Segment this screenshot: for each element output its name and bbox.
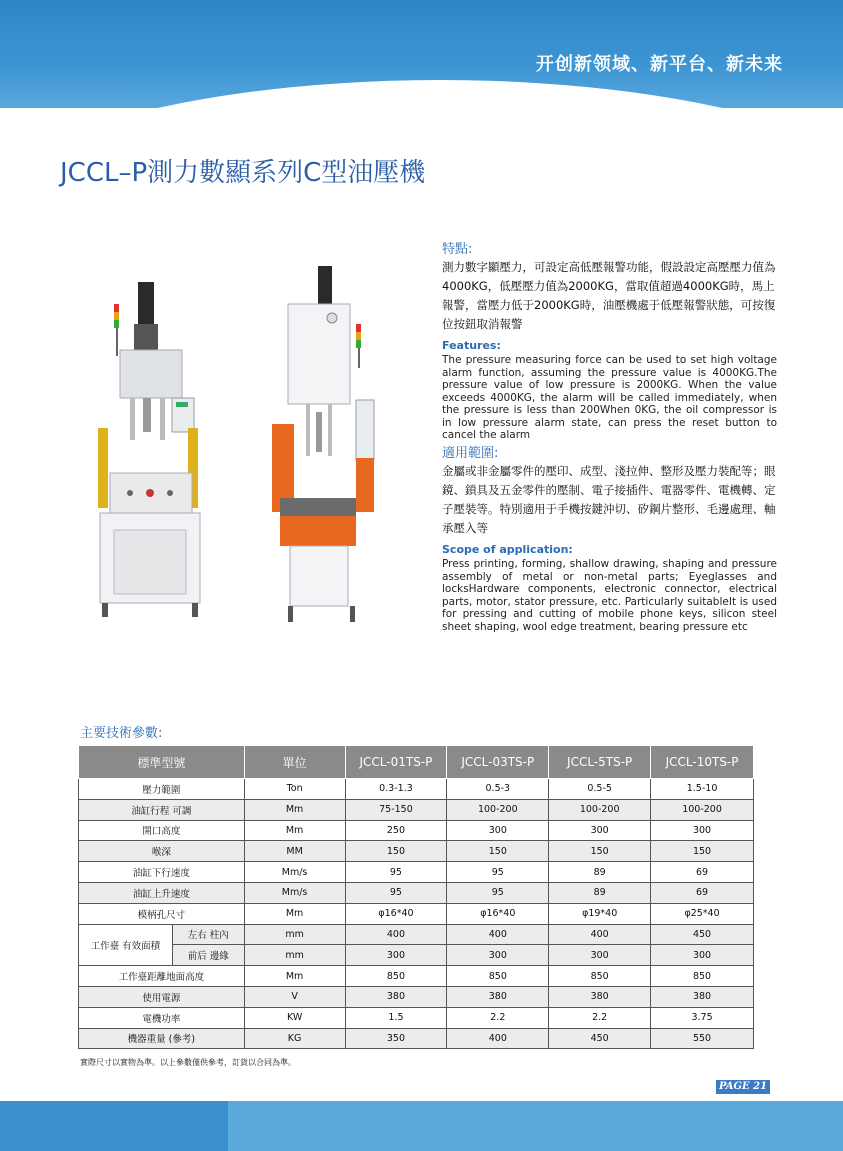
row-unit: Mm — [244, 820, 345, 841]
row-value: 380 — [549, 986, 651, 1007]
press-machine-photo-gray — [88, 268, 218, 624]
row-unit: mm — [244, 924, 345, 945]
spec-table — [78, 745, 754, 1049]
spec-heading: 主要技術參數: — [80, 726, 163, 741]
spec-header-row — [79, 746, 754, 779]
row-value: 400 — [345, 924, 447, 945]
row-value: 450 — [651, 924, 754, 945]
row-unit: Mm — [244, 903, 345, 924]
row-value: 0.5-5 — [549, 779, 651, 800]
press-machine-photo-orange — [270, 262, 380, 630]
row-label: 電機功率 — [79, 1007, 245, 1028]
row-unit: V — [244, 986, 345, 1007]
row-value: 350 — [345, 1028, 447, 1049]
row-unit: KW — [244, 1007, 345, 1028]
row-value: 0.5-3 — [447, 779, 549, 800]
worktable-label: 工作臺 有效面積 — [79, 924, 173, 966]
row-unit: Mm — [244, 966, 345, 987]
row-label: 喉深 — [79, 841, 245, 862]
table-row — [79, 986, 754, 1007]
row-value: 95 — [447, 862, 549, 883]
row-value: φ16*40 — [345, 903, 447, 924]
row-value: 100-200 — [549, 799, 651, 820]
table-row — [79, 882, 754, 903]
row-value: 400 — [447, 1028, 549, 1049]
row-label: 壓力範圍 — [79, 779, 245, 800]
table-row — [79, 799, 754, 820]
row-value: 550 — [651, 1028, 754, 1049]
table-row — [79, 903, 754, 924]
spec-header-unit: 單位 — [244, 746, 345, 779]
row-value: 1.5-10 — [651, 779, 754, 800]
row-label: 工作臺距離地面高度 — [79, 966, 245, 987]
features-zh-body: 測力數字顯壓力，可設定高低壓報警功能，假設設定高壓壓力值為4000KG，低壓壓力值為2000KG，當取值超過4000KG時，馬上報警，當壓力低于2000KG時，油壓機處于低壓報警狀態，可按復位按鈕取消報警 — [442, 260, 776, 331]
scope-zh-body: 金屬或非金屬零件的壓印、成型、淺拉伸、整形及壓力裝配等；眼鏡、鎖具及五金零件的壓制、電子接插件、電器零件、電機轉、定子壓裝等。特別適用于手機按鍵沖切、矽鋼片整形、毛邊處理、軸承壓入等 — [442, 464, 776, 535]
table-row — [79, 1007, 754, 1028]
table-row — [79, 841, 754, 862]
row-value: 69 — [651, 882, 754, 903]
table-row — [79, 945, 754, 966]
scope-zh-heading: 適用範圍: — [442, 446, 499, 461]
row-label: 模柄孔尺寸 — [79, 903, 245, 924]
page-number-badge: PAGE 21 — [716, 1080, 770, 1094]
row-value: 250 — [345, 820, 447, 841]
table-row — [79, 820, 754, 841]
scope-en-body: Press printing, forming, shallow drawing, shaping and pressure assembly of metal or non-metal parts; Eyeglasses and locksHardware components, electronic connector, electrical parts, motor, stator pressure, etc. Particularly suitableIt is used for pressing and cutting of mobile phone keys, silicon steel sheet shaping, wool edge treatment, bearing pressure etc — [442, 558, 777, 633]
spec-header-model-1: JCCL-01TS-P — [345, 746, 447, 779]
row-value: φ19*40 — [549, 903, 651, 924]
row-value: 850 — [549, 966, 651, 987]
row-value: 380 — [345, 986, 447, 1007]
spec-header-model-4: JCCL-10TS-P — [651, 746, 754, 779]
table-row — [79, 862, 754, 883]
row-value: 300 — [447, 820, 549, 841]
row-value: 0.3-1.3 — [345, 779, 447, 800]
row-unit: Ton — [244, 779, 345, 800]
row-value: 150 — [345, 841, 447, 862]
worktable-sub-label: 左右 柱內 — [172, 924, 244, 945]
row-value: 380 — [651, 986, 754, 1007]
spec-header-model: 標準型號 — [79, 746, 245, 779]
footer-band-right — [228, 1101, 843, 1151]
row-value: 300 — [651, 945, 754, 966]
header-swoosh — [0, 80, 843, 108]
row-unit: KG — [244, 1028, 345, 1049]
row-value: 1.5 — [345, 1007, 447, 1028]
row-value: 100-200 — [651, 799, 754, 820]
spec-header-model-2: JCCL-03TS-P — [447, 746, 549, 779]
worktable-sub-label: 前后 邊緣 — [172, 945, 244, 966]
row-value: 300 — [651, 820, 754, 841]
row-value: 380 — [447, 986, 549, 1007]
page-title: JCCL–P測力數顯系列C型油壓機 — [60, 158, 426, 188]
row-value: 2.2 — [549, 1007, 651, 1028]
features-en-body: The pressure measuring force can be used to set high voltage alarm function, assuming the pressure value is 4000KG.The pressure value of low pressure is 2000KG. When the value exceeds 4000KG, the alarm will be called immediately, when the pressure is less than 200When 0KG, the oil compressor is in low pressure alarm state, can press the reset button to cancel the alarm — [442, 354, 777, 441]
footer-band-left — [0, 1101, 228, 1151]
row-label: 油缸行程 可調 — [79, 799, 245, 820]
table-row — [79, 966, 754, 987]
row-value: 95 — [447, 882, 549, 903]
row-value: φ16*40 — [447, 903, 549, 924]
row-value: 300 — [447, 945, 549, 966]
row-value: 850 — [651, 966, 754, 987]
features-section — [442, 242, 777, 442]
row-value: φ25*40 — [651, 903, 754, 924]
scope-section — [442, 446, 777, 633]
row-value: 300 — [549, 945, 651, 966]
row-value: 150 — [549, 841, 651, 862]
row-value: 2.2 — [447, 1007, 549, 1028]
row-unit: MM — [244, 841, 345, 862]
row-label: 油缸下行速度 — [79, 862, 245, 883]
row-value: 300 — [345, 945, 447, 966]
row-unit: Mm/s — [244, 862, 345, 883]
row-unit: Mm — [244, 799, 345, 820]
row-label: 開口高度 — [79, 820, 245, 841]
header-slogan: 开创新领域、新平台、新未来 — [536, 54, 783, 75]
features-en-heading: Features: — [442, 339, 501, 352]
row-value: 69 — [651, 862, 754, 883]
row-value: 75-150 — [345, 799, 447, 820]
row-value: 150 — [447, 841, 549, 862]
row-value: 100-200 — [447, 799, 549, 820]
table-row — [79, 924, 754, 945]
features-zh-heading: 特點: — [442, 242, 473, 257]
row-label: 機器重量 (參考) — [79, 1028, 245, 1049]
row-value: 95 — [345, 862, 447, 883]
table-row — [79, 1028, 754, 1049]
row-value: 3.75 — [651, 1007, 754, 1028]
row-value: 150 — [651, 841, 754, 862]
row-value: 450 — [549, 1028, 651, 1049]
row-value: 400 — [447, 924, 549, 945]
footnote: 實際尺寸以實物為準。以上參數僅供參考，訂貨以合同為準。 — [80, 1058, 296, 1067]
row-label: 油缸上升速度 — [79, 882, 245, 903]
scope-en-heading: Scope of application: — [442, 543, 573, 556]
row-unit: Mm/s — [244, 882, 345, 903]
row-value: 89 — [549, 862, 651, 883]
table-row — [79, 779, 754, 800]
row-label: 使用電源 — [79, 986, 245, 1007]
spec-header-model-3: JCCL-5TS-P — [549, 746, 651, 779]
row-value: 850 — [447, 966, 549, 987]
row-value: 95 — [345, 882, 447, 903]
row-value: 400 — [549, 924, 651, 945]
row-value: 850 — [345, 966, 447, 987]
row-value: 300 — [549, 820, 651, 841]
row-unit: mm — [244, 945, 345, 966]
header-band — [0, 0, 843, 108]
row-value: 89 — [549, 882, 651, 903]
